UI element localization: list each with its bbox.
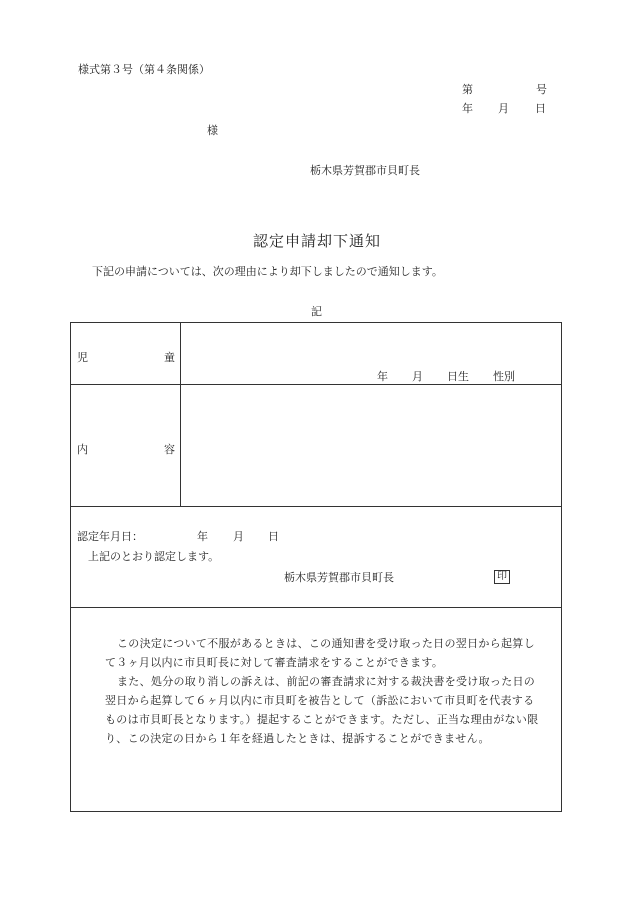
child-birth-month: 月 bbox=[412, 370, 423, 383]
cert-statement: 上記のとおり認定します。 bbox=[88, 550, 220, 563]
notice-line-5: ものは市貝町長となります。）提起することができます。ただし、正当な理由がない限 bbox=[105, 713, 539, 726]
appeal-notice bbox=[75, 634, 558, 748]
issue-date-month: 月 bbox=[498, 102, 509, 115]
issue-date-year: 年 bbox=[462, 102, 473, 115]
doc-number-suffix: 号 bbox=[536, 83, 547, 96]
child-label-second: 童 bbox=[164, 351, 175, 364]
notice-cell bbox=[71, 608, 562, 812]
form-table bbox=[70, 322, 562, 812]
intro-text: 下記の申請については、次の理由により却下しましたので通知します。 bbox=[92, 265, 443, 278]
notice-line-2: て３ヶ月以内に市貝町長に対して審査請求をすることができます。 bbox=[105, 656, 444, 669]
notice-line-1: この決定について不服があるときは、この通知書を受け取った日の翌日から起算し bbox=[117, 637, 535, 650]
certification-cell bbox=[71, 507, 562, 608]
cert-issuer: 栃木県芳賀郡市貝町長 bbox=[284, 571, 394, 584]
child-birth-year: 年 bbox=[377, 370, 388, 383]
content-row bbox=[71, 385, 562, 507]
notice-line-6: り、この決定の日から１年を経過したときは、提訴することができません。 bbox=[105, 732, 490, 745]
child-row bbox=[71, 323, 562, 385]
content-label-second: 容 bbox=[164, 443, 175, 456]
notice-line-3: また、処分の取り消しの訴えは、前記の審査請求に対する裁決書を受け取った日の bbox=[117, 675, 536, 688]
issue-date-day: 日 bbox=[535, 102, 546, 115]
seal-mark: 印 bbox=[494, 570, 510, 584]
addressee-suffix: 様 bbox=[207, 124, 218, 137]
notice-line-4: 翌日から起算して６ヶ月以内に市貝町を被告として（訴訟において市貝町を代表する bbox=[105, 694, 535, 707]
ki-marker: 記 bbox=[311, 305, 322, 318]
content-value-cell bbox=[181, 385, 562, 507]
certification-row bbox=[71, 507, 562, 608]
content-label-first: 内 bbox=[77, 443, 88, 456]
notice-row bbox=[71, 608, 562, 812]
issuer-name: 栃木県芳賀郡市貝町長 bbox=[310, 164, 420, 177]
child-birth-day: 日生 bbox=[447, 370, 469, 383]
content-label-cell bbox=[71, 385, 181, 507]
child-gender: 性別 bbox=[493, 370, 515, 383]
cert-date-month: 月 bbox=[233, 530, 244, 543]
cert-date-label: 認定年月日： bbox=[77, 530, 143, 543]
form-number: 様式第３号（第４条関係） bbox=[78, 63, 210, 76]
document-title: 認定申請却下通知 bbox=[253, 232, 382, 250]
child-label-cell bbox=[71, 323, 181, 385]
doc-number-prefix: 第 bbox=[462, 83, 473, 96]
cert-date-day: 日 bbox=[268, 530, 279, 543]
child-label-first: 児 bbox=[77, 351, 88, 364]
cert-date-year: 年 bbox=[197, 530, 208, 543]
child-value-cell bbox=[181, 323, 562, 385]
